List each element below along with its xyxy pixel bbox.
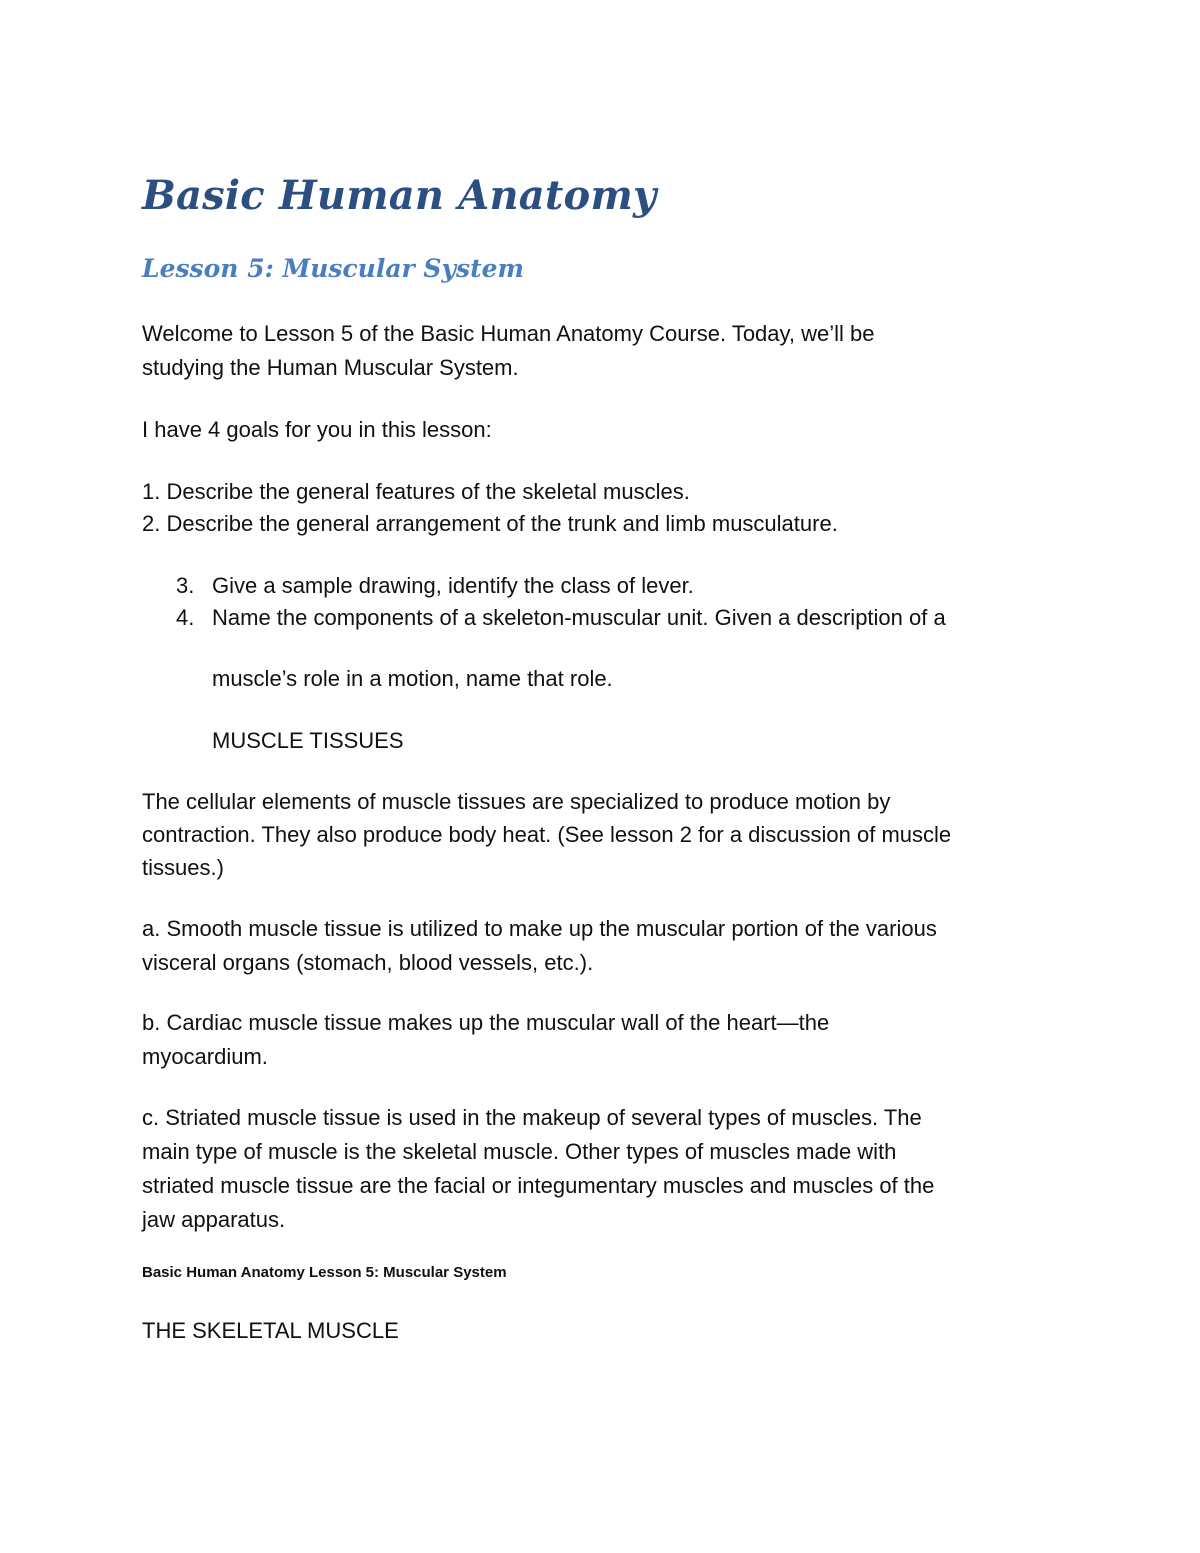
item-c-line-4: jaw apparatus. [142, 1207, 286, 1232]
item-c-line-1: c. Striated muscle tissue is used in the makeup of several types of muscles. The [142, 1105, 922, 1130]
document-title: Basic Human Anatomy [142, 172, 657, 219]
goal-4-text-continued: muscle’s role in a motion, name that role. [212, 666, 613, 691]
section-heading-skeletal-muscle: THE SKELETAL MUSCLE [142, 1318, 399, 1343]
running-footer: Basic Human Anatomy Lesson 5: Muscular System [142, 1264, 507, 1281]
intro-line-2: studying the Human Muscular System. [142, 355, 519, 380]
goal-1: 1. Describe the general features of the skeletal muscles. [142, 479, 690, 504]
item-c-line-2: main type of muscle is the skeletal muscle. Other types of muscles made with [142, 1139, 897, 1164]
goal-3-text: Give a sample drawing, identify the class of lever. [212, 573, 694, 598]
paragraph-1-line-1: The cellular elements of muscle tissues are specialized to produce motion by [142, 789, 891, 814]
paragraph-1-line-2: contraction. They also produce body heat. (See lesson 2 for a discussion of muscle [142, 822, 952, 847]
document-subtitle: Lesson 5: Muscular System [142, 254, 524, 283]
item-b-line-1: b. Cardiac muscle tissue makes up the muscular wall of the heart—the [142, 1010, 830, 1035]
goal-3-number: 3. [176, 573, 195, 598]
goal-2: 2. Describe the general arrangement of the trunk and limb musculature. [142, 511, 838, 536]
item-c-line-3: striated muscle tissue are the facial or integumentary muscles and muscles of the [142, 1173, 935, 1198]
intro-line-1: Welcome to Lesson 5 of the Basic Human Anatomy Course. Today, we’ll be [142, 321, 875, 346]
item-a-line-1: a. Smooth muscle tissue is utilized to make up the muscular portion of the various [142, 916, 937, 941]
section-heading-muscle-tissues: MUSCLE TISSUES [212, 728, 404, 753]
goals-intro: I have 4 goals for you in this lesson: [142, 417, 492, 442]
item-b-line-2: myocardium. [142, 1044, 268, 1069]
paragraph-1-line-3: tissues.) [142, 855, 224, 880]
item-a-line-2: visceral organs (stomach, blood vessels, etc.). [142, 950, 594, 975]
goal-4-text: Name the components of a skeleton-muscular unit. Given a description of a [212, 605, 946, 630]
goal-4-number: 4. [176, 605, 195, 630]
